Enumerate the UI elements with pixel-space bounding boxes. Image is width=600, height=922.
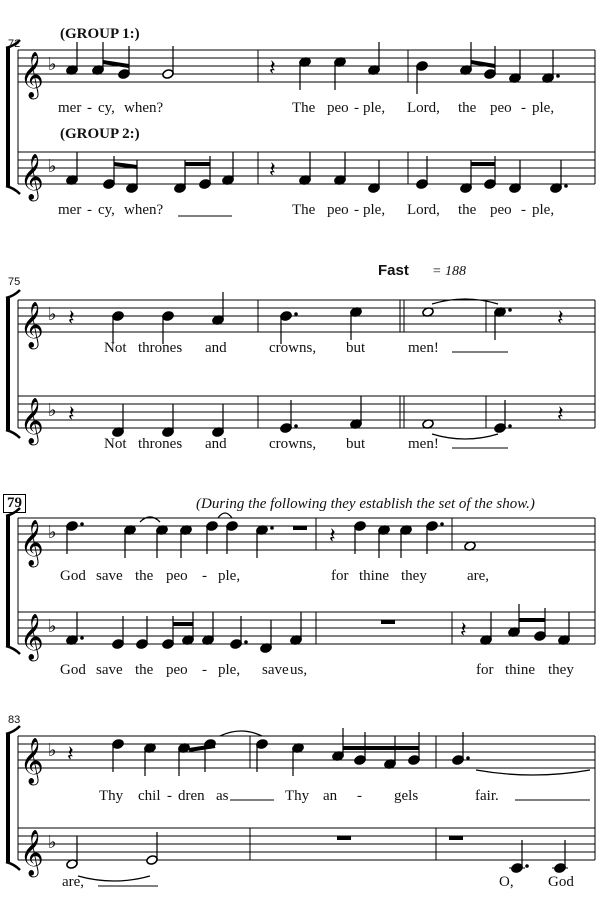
lyric: Not xyxy=(104,436,127,452)
flat-icon: ♭ xyxy=(48,522,57,543)
lyric: save xyxy=(262,662,289,678)
lyric: thine xyxy=(359,568,389,584)
lyric: O, xyxy=(499,874,514,890)
flat-icon: ♭ xyxy=(48,400,57,421)
treble-clef-icon: 𝄞 xyxy=(20,738,44,784)
treble-clef-icon: 𝄞 xyxy=(20,520,44,566)
flat-icon: ♭ xyxy=(48,54,57,75)
lyric-hyphen: - xyxy=(167,788,172,804)
lyric-hyphen: - xyxy=(354,100,359,116)
lyric: Thy xyxy=(285,788,310,804)
lyric: the xyxy=(458,100,477,116)
lyric: thrones xyxy=(138,436,183,452)
lyric: dren xyxy=(178,788,205,804)
tempo-bpm: = 188 xyxy=(432,264,466,279)
lyric: peo xyxy=(490,100,512,116)
lyric: God xyxy=(60,662,86,678)
lyric: fair. xyxy=(475,788,499,804)
lyric-hyphen: - xyxy=(87,202,92,218)
lyric: The xyxy=(292,100,316,116)
lyric: ple, xyxy=(218,568,241,584)
lyric: The xyxy=(292,202,316,218)
lyric: are, xyxy=(62,874,85,890)
lyric: ple, xyxy=(218,662,241,678)
lyric: the xyxy=(135,662,154,678)
lyric: peo xyxy=(327,202,349,218)
lyric: cy, xyxy=(98,100,115,116)
lyric: the xyxy=(458,202,477,218)
lyric: ple, xyxy=(532,202,555,218)
group-2-label: (GROUP 2:) xyxy=(60,126,140,142)
group-1-label: (GROUP 1:) xyxy=(60,26,140,42)
quarter-rest-icon: 𝄽 xyxy=(460,618,467,643)
lyric: but xyxy=(346,340,366,356)
lyric: save xyxy=(96,662,123,678)
lyric: peo xyxy=(166,568,188,584)
measure-number-75: 75 xyxy=(8,276,21,288)
quarter-rest-icon: 𝄽 xyxy=(557,402,564,427)
treble-clef-icon: 𝄞 xyxy=(20,830,44,876)
lyric: Lord, xyxy=(407,202,440,218)
lyric: peo xyxy=(490,202,512,218)
lyric: crowns, xyxy=(269,340,317,356)
measure-number-83: 83 xyxy=(8,714,21,726)
lyric: us, xyxy=(290,662,308,678)
lyric: and xyxy=(205,436,227,452)
quarter-rest-icon: 𝄽 xyxy=(269,56,276,81)
lyric-hyphen: - xyxy=(521,100,526,116)
quarter-rest-icon: 𝄽 xyxy=(329,524,336,549)
lyric: for xyxy=(331,568,349,584)
lyric: ple, xyxy=(363,202,386,218)
flat-icon: ♭ xyxy=(48,740,57,761)
lyric: gels xyxy=(394,788,419,804)
lyric: and xyxy=(205,340,227,356)
lyric-hyphen: - xyxy=(521,202,526,218)
lyric: Thy xyxy=(99,788,124,804)
treble-clef-icon: 𝄞 xyxy=(20,614,44,660)
quarter-rest-icon: 𝄽 xyxy=(269,158,276,183)
lyric: God xyxy=(60,568,86,584)
lyric-hyphen: - xyxy=(87,100,92,116)
lyric-hyphen: - xyxy=(357,788,362,804)
rehearsal-mark-79: 79 xyxy=(3,494,26,513)
treble-clef-icon: 𝄞 xyxy=(20,154,44,200)
lyric: Not xyxy=(104,340,127,356)
lyric: thine xyxy=(505,662,535,678)
lyric: chil xyxy=(138,788,161,804)
tempo-word: Fast xyxy=(378,262,409,279)
lyric: crowns, xyxy=(269,436,317,452)
lyric-hyphen: - xyxy=(202,568,207,584)
flat-icon: ♭ xyxy=(48,156,57,177)
stage-direction: (During the following they establish the set of the show.) xyxy=(196,496,535,512)
lyric: ple, xyxy=(532,100,555,116)
lyric: thrones xyxy=(138,340,183,356)
lyric: when? xyxy=(124,202,164,218)
lyric: Lord, xyxy=(407,100,440,116)
lyric: save xyxy=(96,568,123,584)
lyric: but xyxy=(346,436,366,452)
quarter-rest-icon: 𝄽 xyxy=(67,742,74,767)
flat-icon: ♭ xyxy=(48,616,57,637)
lyric: they xyxy=(548,662,574,678)
lyric: are, xyxy=(467,568,490,584)
lyric: when? xyxy=(124,100,164,116)
lyric: an xyxy=(323,788,338,804)
treble-clef-icon: 𝄞 xyxy=(20,302,44,348)
measure-number-72: 72 xyxy=(8,38,21,50)
lyric-hyphen: - xyxy=(354,202,359,218)
lyric: men! xyxy=(408,436,439,452)
flat-icon: ♭ xyxy=(48,304,57,325)
treble-clef-icon: 𝄞 xyxy=(20,52,44,98)
lyric: mer xyxy=(58,202,82,218)
lyric: peo xyxy=(166,662,188,678)
lyric: they xyxy=(401,568,427,584)
flat-icon: ♭ xyxy=(48,832,57,853)
lyric: for xyxy=(476,662,494,678)
quarter-rest-icon: 𝄽 xyxy=(68,402,75,427)
lyric: mer xyxy=(58,100,82,116)
lyric: as xyxy=(216,788,229,804)
lyric-hyphen: - xyxy=(202,662,207,678)
lyric: ple, xyxy=(363,100,386,116)
lyric: peo xyxy=(327,100,349,116)
lyric: men! xyxy=(408,340,439,356)
quarter-rest-icon: 𝄽 xyxy=(68,306,75,331)
lyric: God xyxy=(548,874,574,890)
treble-clef-icon: 𝄞 xyxy=(20,398,44,444)
lyric: the xyxy=(135,568,154,584)
lyric: cy, xyxy=(98,202,115,218)
quarter-rest-icon: 𝄽 xyxy=(557,306,564,331)
